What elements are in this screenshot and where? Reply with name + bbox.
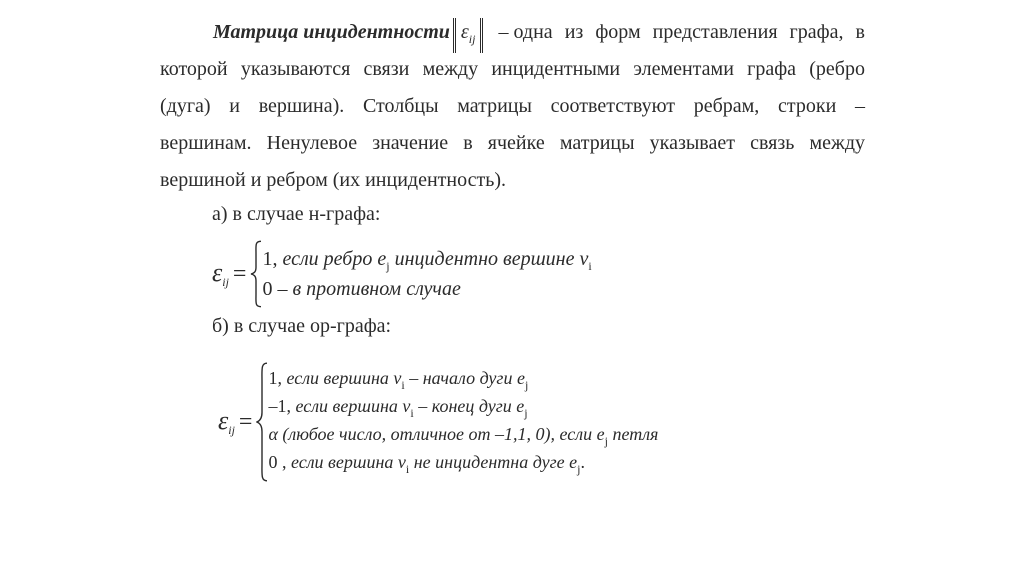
- case-subscript: i: [588, 258, 592, 273]
- case-value: 1,: [262, 247, 278, 270]
- word: указываются: [240, 58, 351, 80]
- matrix-norm-symbol: [453, 18, 484, 53]
- case-subscript: j: [604, 433, 608, 448]
- case-text: – конец дуги e: [418, 395, 525, 416]
- paragraph-line-3: [160, 88, 865, 125]
- paragraph-line-2: [160, 51, 865, 88]
- paragraph-line-5-text: вершиной и ребром (их инцидентность).: [160, 169, 507, 191]
- word: инцидентными: [491, 58, 621, 80]
- word: вершина).: [258, 95, 345, 117]
- case-text: в противном случае: [292, 277, 461, 300]
- epsilon-symbol: [218, 406, 235, 438]
- case-subscript: i: [410, 405, 414, 420]
- case-subscript: j: [524, 377, 529, 392]
- case-subscript: i: [401, 377, 405, 392]
- word: –: [854, 95, 865, 117]
- paragraph-line-5: [160, 162, 865, 199]
- word: в: [855, 21, 865, 43]
- word: форм: [595, 21, 641, 43]
- word: строки: [778, 95, 837, 117]
- word: Ненулевое: [266, 132, 358, 154]
- left-brace: [250, 240, 262, 308]
- word: матрицы: [457, 95, 532, 117]
- word: Столбцы: [362, 95, 439, 117]
- case-end: .: [580, 451, 585, 472]
- word: ребрам,: [693, 95, 760, 117]
- epsilon-letter: ε: [218, 406, 229, 435]
- word: элементами: [633, 58, 734, 80]
- case-row: [262, 248, 591, 274]
- definition-paragraph: [160, 14, 865, 199]
- word: и: [229, 95, 240, 117]
- case-text: если вершина v: [286, 367, 402, 388]
- word: матрицы: [559, 132, 635, 154]
- case-row: [268, 396, 658, 421]
- paragraph-line-1: [160, 14, 865, 51]
- definition-term: [213, 14, 486, 51]
- word: между: [422, 58, 479, 80]
- word: соответствуют: [550, 95, 675, 117]
- word: связи: [363, 58, 410, 80]
- term-text: Матрица инцидентности: [213, 21, 450, 43]
- left-brace: [256, 362, 268, 482]
- word: из: [564, 21, 584, 43]
- section-a-heading: а) в случае н-графа:: [212, 203, 381, 225]
- epsilon-subscript: ij: [228, 423, 235, 437]
- case-text: если ребро e: [282, 247, 387, 270]
- case-subscript: i: [405, 461, 410, 476]
- word: связь: [750, 132, 795, 154]
- word: – одна: [498, 21, 553, 43]
- formula-undirected-graph: [212, 240, 592, 308]
- case-subscript: j: [386, 258, 390, 273]
- epsilon-symbol: [212, 258, 229, 290]
- case-text: – начало дуги e: [409, 367, 525, 388]
- word: ячейке: [487, 132, 545, 154]
- case-row: [268, 424, 658, 449]
- section-b-heading: б) в случае ор-графа:: [212, 315, 392, 337]
- equals-sign: =: [232, 260, 247, 287]
- epsilon-subscript: ij: [222, 275, 229, 289]
- case-text: если вершина v: [290, 451, 406, 472]
- word: между: [809, 132, 865, 154]
- case-text: инцидентно вершине v: [394, 247, 589, 270]
- norm-symbol-subscript: ij: [468, 32, 476, 46]
- word: (дуга): [160, 95, 211, 117]
- cases-list: [268, 368, 658, 477]
- word: которой: [160, 58, 228, 80]
- case-row: [262, 278, 591, 301]
- word: в: [463, 132, 473, 154]
- word: графа: [747, 58, 797, 80]
- norm-symbol-letter: ε: [460, 21, 469, 43]
- word: вершинам.: [160, 132, 252, 154]
- case-value: α: [268, 423, 278, 444]
- case-text: петля: [612, 423, 659, 444]
- case-value: 0 ,: [268, 451, 287, 472]
- cases-list: [262, 248, 591, 301]
- case-value: 0 –: [262, 277, 288, 300]
- case-subscript: j: [524, 405, 528, 420]
- word: (ребро: [809, 58, 865, 80]
- case-subscript: j: [577, 461, 581, 476]
- word: указывает: [649, 132, 735, 154]
- case-value: 1,: [268, 367, 282, 388]
- case-text: если вершина v: [295, 395, 411, 416]
- case-text: (любое число, отличное от –1,1, 0), если e: [282, 423, 605, 444]
- word: представления: [652, 21, 778, 43]
- formula-directed-graph: [218, 362, 658, 482]
- word: графа,: [789, 21, 844, 43]
- case-value: –1,: [268, 395, 291, 416]
- word: значение: [372, 132, 449, 154]
- equals-sign: =: [238, 408, 253, 435]
- case-row: [268, 452, 658, 477]
- case-text: не инцидентна дуге e: [413, 451, 578, 472]
- epsilon-letter: ε: [212, 258, 223, 287]
- case-row: [268, 368, 658, 393]
- paragraph-line-4: [160, 125, 865, 162]
